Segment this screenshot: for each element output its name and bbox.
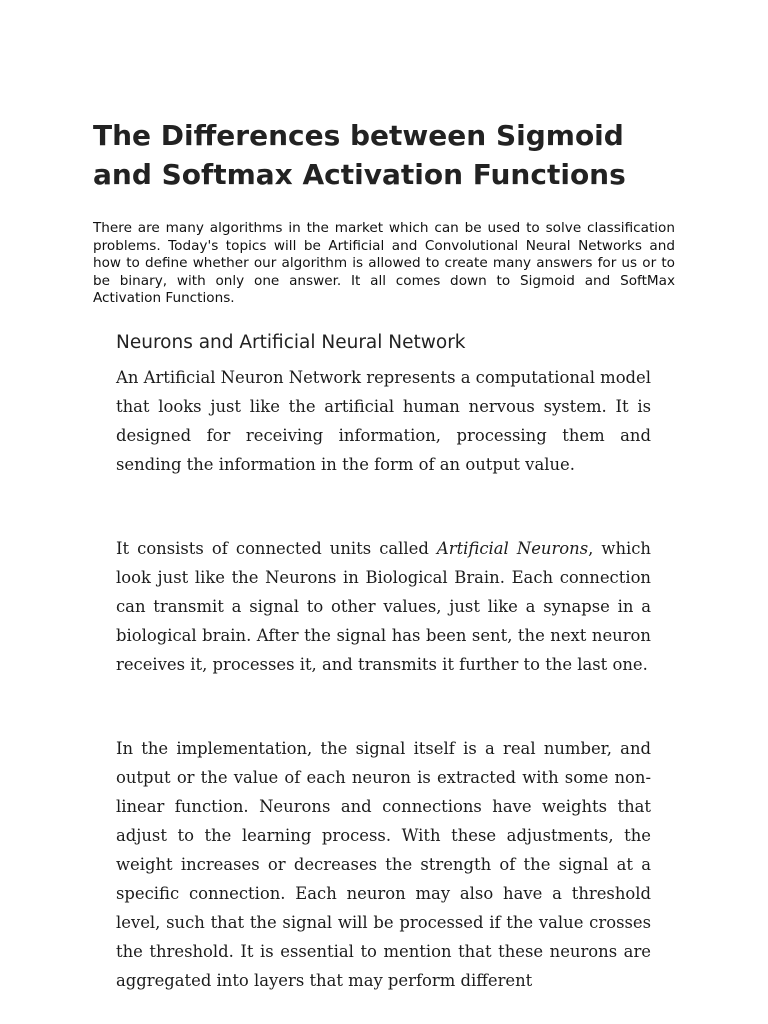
artificial-neurons-emphasis: Artificial Neurons xyxy=(436,539,589,558)
section-heading: Neurons and Artificial Neural Network xyxy=(116,332,466,353)
article-title: The Differences between Sigmoid and Softmax Activation Functions xyxy=(93,119,626,191)
intro-paragraph: There are many algorithms in the market which can be used to solve classification problems. Today's topics will be Artificial and Convolutional Neural Networks and how to define whether our algorithm is allowed to create many answers for us or to be binary, with only one answer. It all comes down to Sigmoid and SoftMax Activation Functions. xyxy=(93,220,675,307)
body-paragraph-3: In the implementation, the signal itself is a real number, and output or the value of each neuron is extracted with some non-linear function. Neurons and connections have weights that adjust to the learning process. With these adjustments, the weight increases or decreases the strength of the signal at a specific connection. Each neuron may also have a threshold level, such that the signal will be processed if the value crosses the threshold. It is essential to mention that these neurons are aggregated into layers that may perform different xyxy=(116,739,651,990)
body-paragraph-2 xyxy=(116,534,651,679)
body-paragraph-1: An Artificial Neuron Network represents a computational model that looks just like the artificial human nervous system. It is designed for receiving information, processing them and sending the information in the form of an output value. xyxy=(116,368,651,474)
paragraph-2-text-end: , which look just like the Neurons in Biological Brain. Each connection can transmit a signal to other values, just like a synapse in a biological brain. After the signal has been sent, the next neuron receives it, processes it, and transmits it further to the last one. xyxy=(116,539,651,674)
paragraph-2-text-start: It consists of connected units called xyxy=(116,539,437,558)
